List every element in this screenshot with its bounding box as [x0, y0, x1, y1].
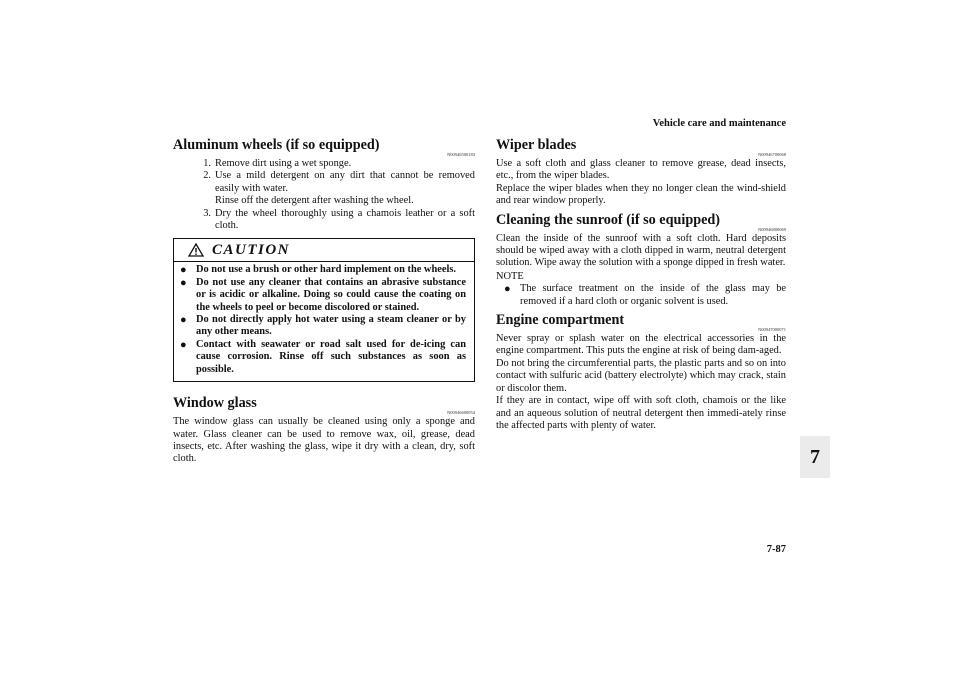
step-number: 1. — [203, 158, 211, 169]
bullet-icon: ● — [180, 338, 187, 351]
step-subtext: Rinse off the detergent after washing the wheel. — [215, 195, 414, 207]
caution-item — [180, 277, 466, 314]
reference-code: N00946500183 — [447, 152, 475, 157]
section-heading: Engine compartment — [496, 312, 625, 329]
section-engine-compartment — [496, 311, 786, 432]
step-item — [173, 158, 475, 170]
caution-item — [180, 339, 466, 376]
caution-item — [180, 314, 466, 339]
reference-code: N00946700068 — [758, 152, 786, 157]
body-text: The window glass can usually be cleaned using only a sponge and water. Glass cleaner can be used to remove wax, oil, grease, dead insects, etc. After washing the glass, wipe it dry with a clean, dry, soft cloth. — [173, 416, 475, 465]
step-item — [173, 170, 475, 207]
section-window-glass — [173, 394, 475, 466]
section-heading: Wiper blades — [496, 137, 577, 153]
bullet-icon: ● — [180, 264, 187, 277]
caution-title: CAUTION — [212, 242, 291, 259]
caution-text: Contact with seawater or road salt used for de-icing can cause corrosion. Rinse off such substances as soon as possible. — [196, 338, 466, 375]
note-list — [496, 283, 786, 308]
step-item — [173, 208, 475, 233]
body-text: Do not bring the circumferential parts, the plastic parts and so on into contact with sulfuric acid (battery electrolyte) which may crack, stain or discolor them. — [496, 357, 786, 394]
body-text: Clean the inside of the sunroof with a soft cloth. Hard deposits should be wiped away with a cloth dipped in warm, neutral detergent solution. Wipe away the solution with a sponge dipped in fresh water. — [496, 232, 786, 269]
chapter-tab — [800, 436, 830, 478]
step-text: Dry the wheel thoroughly using a chamois leather or a soft cloth. — [215, 207, 475, 232]
bullet-icon: ● — [504, 283, 511, 296]
step-number: 3. — [203, 207, 211, 219]
caution-list — [174, 262, 474, 381]
section-heading: Cleaning the sunroof (if so equipped) — [496, 211, 721, 228]
caution-text: Do not use any cleaner that contains an abrasive substance or is acidic or alkaline. Doing so could cause the coating on the wheels to peel or become discolored or stained. — [196, 276, 466, 313]
warning-triangle-icon — [188, 243, 204, 257]
bullet-icon: ● — [180, 276, 187, 289]
right-column — [496, 136, 786, 435]
body-text: Never spray or splash water on the electrical accessories in the engine compartment. This puts the engine at risk of being dam-aged. — [496, 333, 786, 357]
section-wiper-blades — [496, 136, 786, 208]
step-number: 2. — [203, 170, 211, 182]
reference-code: N00946600054 — [447, 410, 475, 416]
reference-code: N00947000071 — [758, 327, 786, 333]
running-header: Vehicle care and maintenance — [652, 118, 786, 129]
body-text: If they are in contact, wipe off with soft cloth, chamois or the like and an aqueous solution of neutral detergent then immedi-ately rinse the affected parts with plenty of water. — [496, 395, 786, 431]
note-item — [504, 283, 786, 308]
body-text: Replace the wiper blades when they no longer clean the wind-shield and rear window properly. — [496, 182, 786, 207]
caution-header — [174, 239, 474, 262]
caution-item — [180, 264, 466, 276]
reference-code: N00946800069 — [758, 226, 786, 232]
step-text: Use a mild detergent on any dirt that cannot be removed easily with water. — [215, 170, 475, 194]
steps-list — [173, 158, 475, 232]
section-aluminum-wheels — [173, 136, 475, 232]
chapter-number: 7 — [810, 446, 820, 468]
note-label: NOTE — [496, 270, 524, 282]
section-heading: Aluminum wheels (if so equipped) — [173, 137, 380, 153]
section-sunroof — [496, 211, 786, 308]
section-heading: Window glass — [173, 395, 257, 412]
bullet-icon: ● — [180, 314, 187, 327]
left-column — [173, 136, 475, 469]
caution-box — [173, 238, 475, 382]
body-text: Use a soft cloth and glass cleaner to remove grease, dead insects, etc., from the wiper blades. — [496, 158, 786, 182]
page-number: 7-87 — [766, 544, 786, 555]
step-text: Remove dirt using a wet sponge. — [215, 158, 352, 169]
caution-text: Do not directly apply hot water using a steam cleaner or by any other means. — [196, 314, 466, 338]
note-text: The surface treatment on the inside of the glass may be removed if a hard cloth or organic solvent is used. — [520, 283, 786, 307]
caution-text: Do not use a brush or other hard implement on the wheels. — [196, 264, 456, 276]
step-body — [215, 170, 475, 207]
